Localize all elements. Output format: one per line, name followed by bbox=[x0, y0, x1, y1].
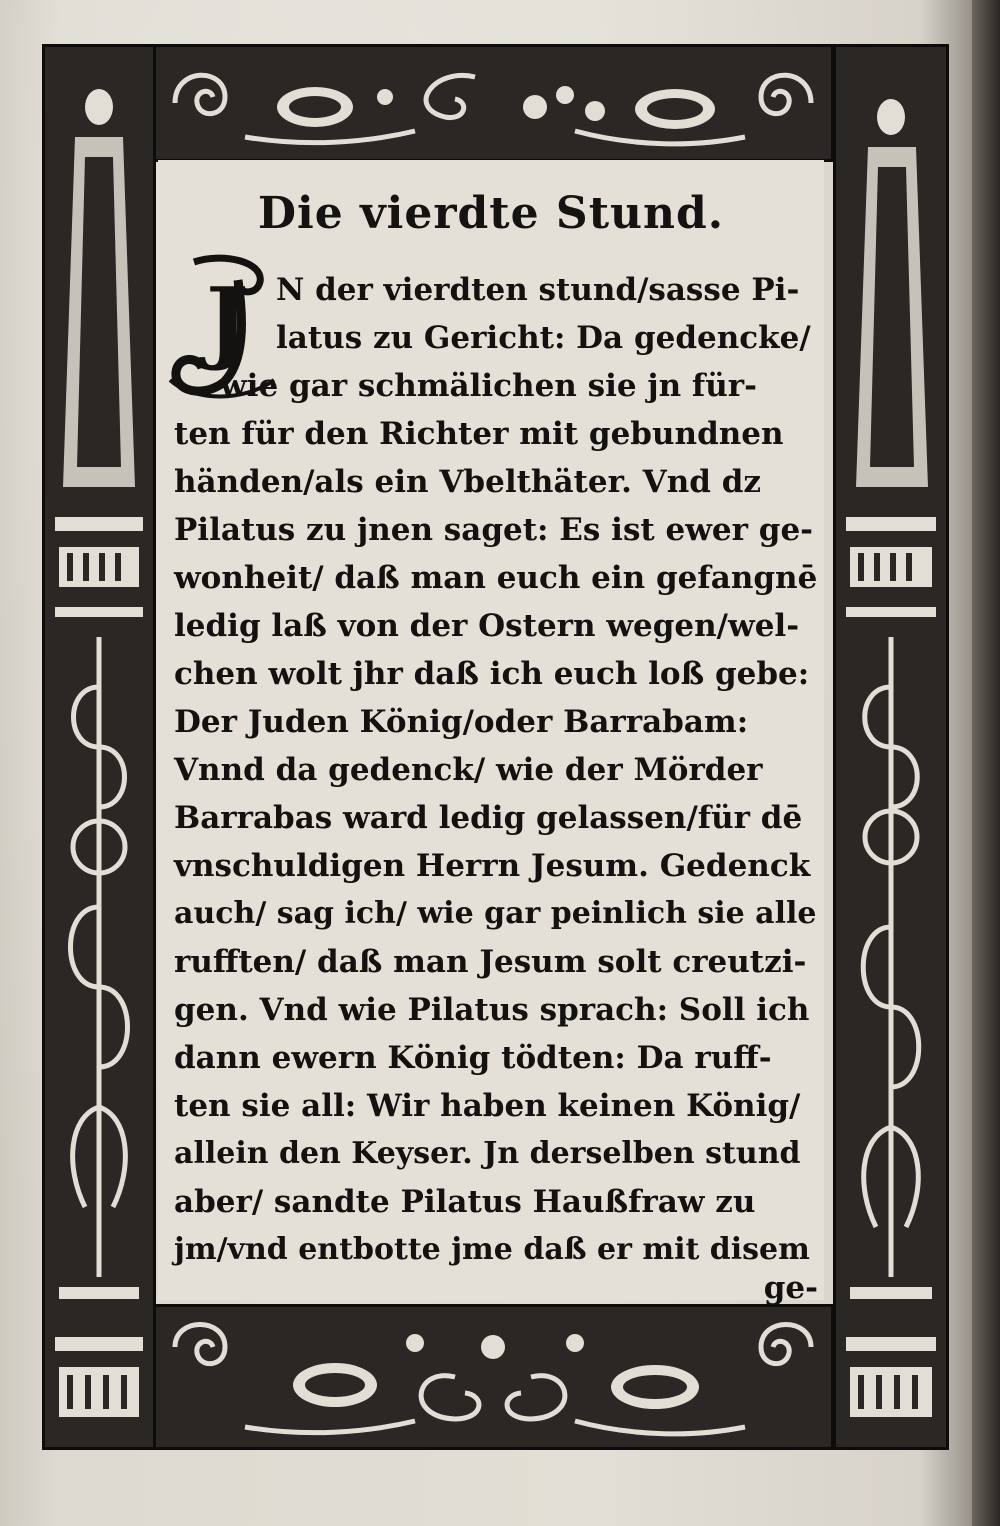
text-line: ten für den Richter mit gebundnen bbox=[174, 416, 784, 452]
woodcut-left-border bbox=[42, 44, 156, 1450]
text-line: wonheit/ daß man euch ein gefangnē bbox=[174, 560, 818, 596]
text-line: Barrabas ward ledig gelassen/für dē bbox=[174, 800, 803, 836]
text-line: latus zu Gericht: Da gedencke/ bbox=[276, 320, 811, 356]
text-line: vnschuldigen Herrn Jesum. Gedenck bbox=[174, 848, 811, 884]
book-gutter bbox=[972, 0, 1000, 1526]
text-line: Vnnd da gedenck/ wie der Mörder bbox=[174, 752, 763, 788]
text-line: jm/vnd entbotte jme daß er mit disem bbox=[174, 1232, 810, 1267]
text-line: aber/ sandte Pilatus Haußfraw zu bbox=[174, 1184, 756, 1220]
woodcut-top-border bbox=[152, 44, 834, 162]
text-line: ten sie all: Wir haben keinen König/ bbox=[174, 1088, 801, 1124]
page-heading: Die vierdte Stund. bbox=[257, 188, 725, 239]
text-line: ledig laß von der Ostern wegen/wel- bbox=[174, 608, 800, 644]
text-line: allein den Keyser. Jn derselben stund bbox=[174, 1136, 801, 1171]
text-line: Der Juden König/oder Barrabam: bbox=[174, 704, 749, 740]
text-line: chen wolt jhr daß ich euch loß gebe: bbox=[174, 656, 810, 692]
text-line: rufften/ daß man Jesum solt creutzi- bbox=[174, 944, 807, 980]
text-line: auch/ sag ich/ wie gar peinlich sie alle bbox=[174, 896, 817, 931]
text-line: N der vierdten stund/sasse Pi- bbox=[276, 272, 800, 308]
text-block bbox=[158, 160, 824, 1306]
svg-text:J: J bbox=[206, 268, 249, 374]
woodcut-bottom-border bbox=[152, 1304, 834, 1450]
text-line: gen. Vnd wie Pilatus sprach: Soll ich bbox=[174, 992, 810, 1028]
woodcut-right-border bbox=[833, 44, 949, 1450]
text-line: wie gar schmälichen sie jn für- bbox=[220, 368, 758, 404]
text-line: dann ewern König tödten: Da ruff- bbox=[174, 1040, 772, 1076]
catchword: ge- bbox=[763, 1270, 818, 1306]
text-line: Pilatus zu jnen saget: Es ist ewer ge- bbox=[174, 512, 814, 548]
text-line: händen/als ein Vbelthäter. Vnd dz bbox=[174, 464, 761, 500]
